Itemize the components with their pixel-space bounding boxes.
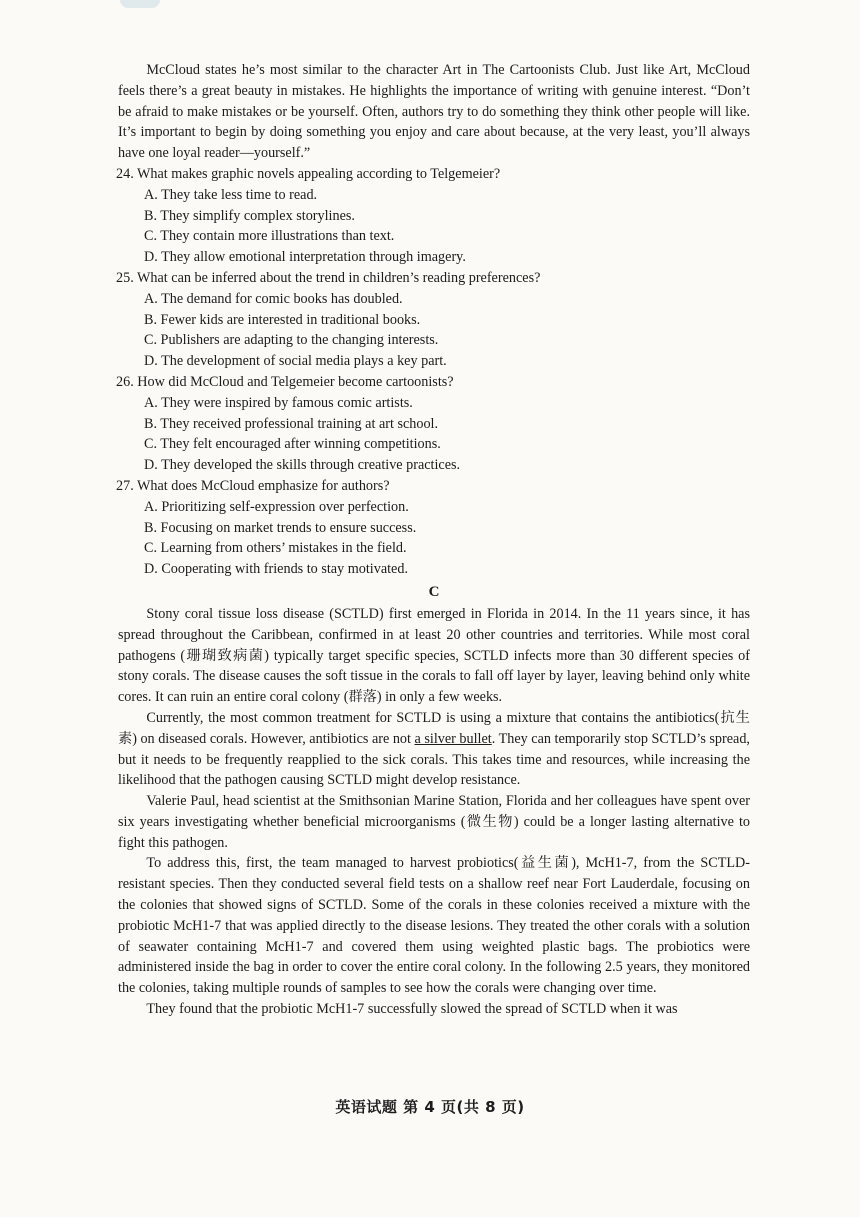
- option-b: B. Focusing on market trends to ensure success.: [144, 519, 417, 536]
- option-a: A. They were inspired by famous comic artists.: [144, 394, 413, 411]
- option-b: B. Fewer kids are interested in traditional books.: [144, 311, 421, 328]
- question-26: [118, 372, 750, 476]
- option-c: C. They felt encouraged after winning competitions.: [144, 436, 441, 453]
- question-24: [118, 164, 750, 268]
- option-b: B. They received professional training at art school.: [144, 415, 439, 432]
- option-c: C. Publishers are adapting to the changing interests.: [144, 332, 439, 349]
- option-a: A. They take less time to read.: [144, 186, 318, 203]
- question-stem: 25. What can be inferred about the trend in children’s reading preferences?: [116, 269, 541, 286]
- question-25: [118, 268, 750, 372]
- exam-page: [118, 60, 750, 1020]
- option-d: D. The development of social media plays a key part.: [144, 353, 447, 370]
- option-d: D. They allow emotional interpretation through imagery.: [144, 249, 466, 266]
- question-stem: 26. How did McCloud and Telgemeier become cartoonists?: [116, 373, 454, 390]
- question-stem: 27. What does McCloud emphasize for authors?: [116, 477, 390, 494]
- option-d: D. They developed the skills through creative practices.: [144, 457, 461, 474]
- passage-c-paragraph-4: To address this, first, the team managed to harvest probiotics(益生菌), McH1-7, from the SCTLD-resistant species. Then they conducted several field tests on a shallow reef near Fort Lauderdale, focusing on the colonies that showed signs of SCTLD. Some of the corals in these colonies received a mixture with the probiotic McH1-7 that was applied directly to the disease lesions. They treated the other corals with a solution of seawater containing McH1-7 and covered them using weighted plastic bags. The probiotics were administered inside the bag in order to cover the entire coral colony. In the following 2.5 years, they monitored the colonies, taking multiple rounds of samples to see how the corals were changing over time.: [118, 855, 750, 997]
- passage-b-final-paragraph: McCloud states he’s most similar to the character Art in The Cartoonists Club. Just like Art, McCloud feels there’s a great beauty in mistakes. He highlights the importance of writing with genuine interest. “Don’t be afraid to make mistakes or be yourself. Often, authors try to do something they think other people will like. It’s important to begin by doing something you enjoy and care about because, at the very least, you’ll always have one loyal reader—yourself.”: [118, 62, 750, 162]
- option-c: C. They contain more illustrations than text.: [144, 228, 395, 245]
- option-a: A. The demand for comic books has doubled.: [144, 290, 403, 307]
- option-a: A. Prioritizing self-expression over perfection.: [144, 498, 409, 515]
- passage-c-paragraph-5: They found that the probiotic McH1-7 successfully slowed the spread of SCTLD when it was: [146, 1001, 678, 1018]
- passage-c-paragraph-3: Valerie Paul, head scientist at the Smithsonian Marine Station, Florida and her colleagues have spent over six years investigating whether beneficial microorganisms (微生物) could be a longer lasting alternative to fight this pathogen.: [118, 793, 750, 851]
- underlined-phrase: a silver bullet: [414, 730, 492, 747]
- passage-c-paragraph-1: Stony coral tissue loss disease (SCTLD) first emerged in Florida in 2014. In the 11 years since, it has spread throughout the Caribbean, confirmed in at least 20 other countries and territories. While most coral pathogens (珊瑚致病菌) typically target specific species, SCTLD infects more than 30 different species of stony corals. The disease causes the soft tissue in the corals to fall off layer by layer, leaving behind only white cores. It can ruin an entire coral colony (群落) in only a few weeks.: [118, 605, 750, 706]
- passage-c-paragraph-2: [118, 708, 750, 791]
- paragraph-text: . They can temporarily stop SCTLD’s spread, but it needs to be frequently reapplied to the sick corals. This takes time and resources, while increasing the likelihood that the pathogen causing SCTLD might develop resistance.: [118, 730, 750, 789]
- question-stem: 24. What makes graphic novels appealing according to Telgemeier?: [116, 165, 501, 182]
- scan-mark: [120, 0, 160, 8]
- section-heading: C: [428, 583, 440, 600]
- option-b: B. They simplify complex storylines.: [144, 207, 355, 224]
- page-footer: 英语试题 第 4 页(共 8 页): [335, 1098, 525, 1116]
- question-27: [118, 476, 750, 580]
- paragraph-text: Currently, the most common treatment for SCTLD is using a mixture that contains the antibiotics(抗生素) on diseased corals. However, antibiotics are not: [118, 709, 750, 747]
- option-c: C. Learning from others’ mistakes in the field.: [144, 540, 407, 557]
- option-d: D. Cooperating with friends to stay motivated.: [144, 561, 408, 578]
